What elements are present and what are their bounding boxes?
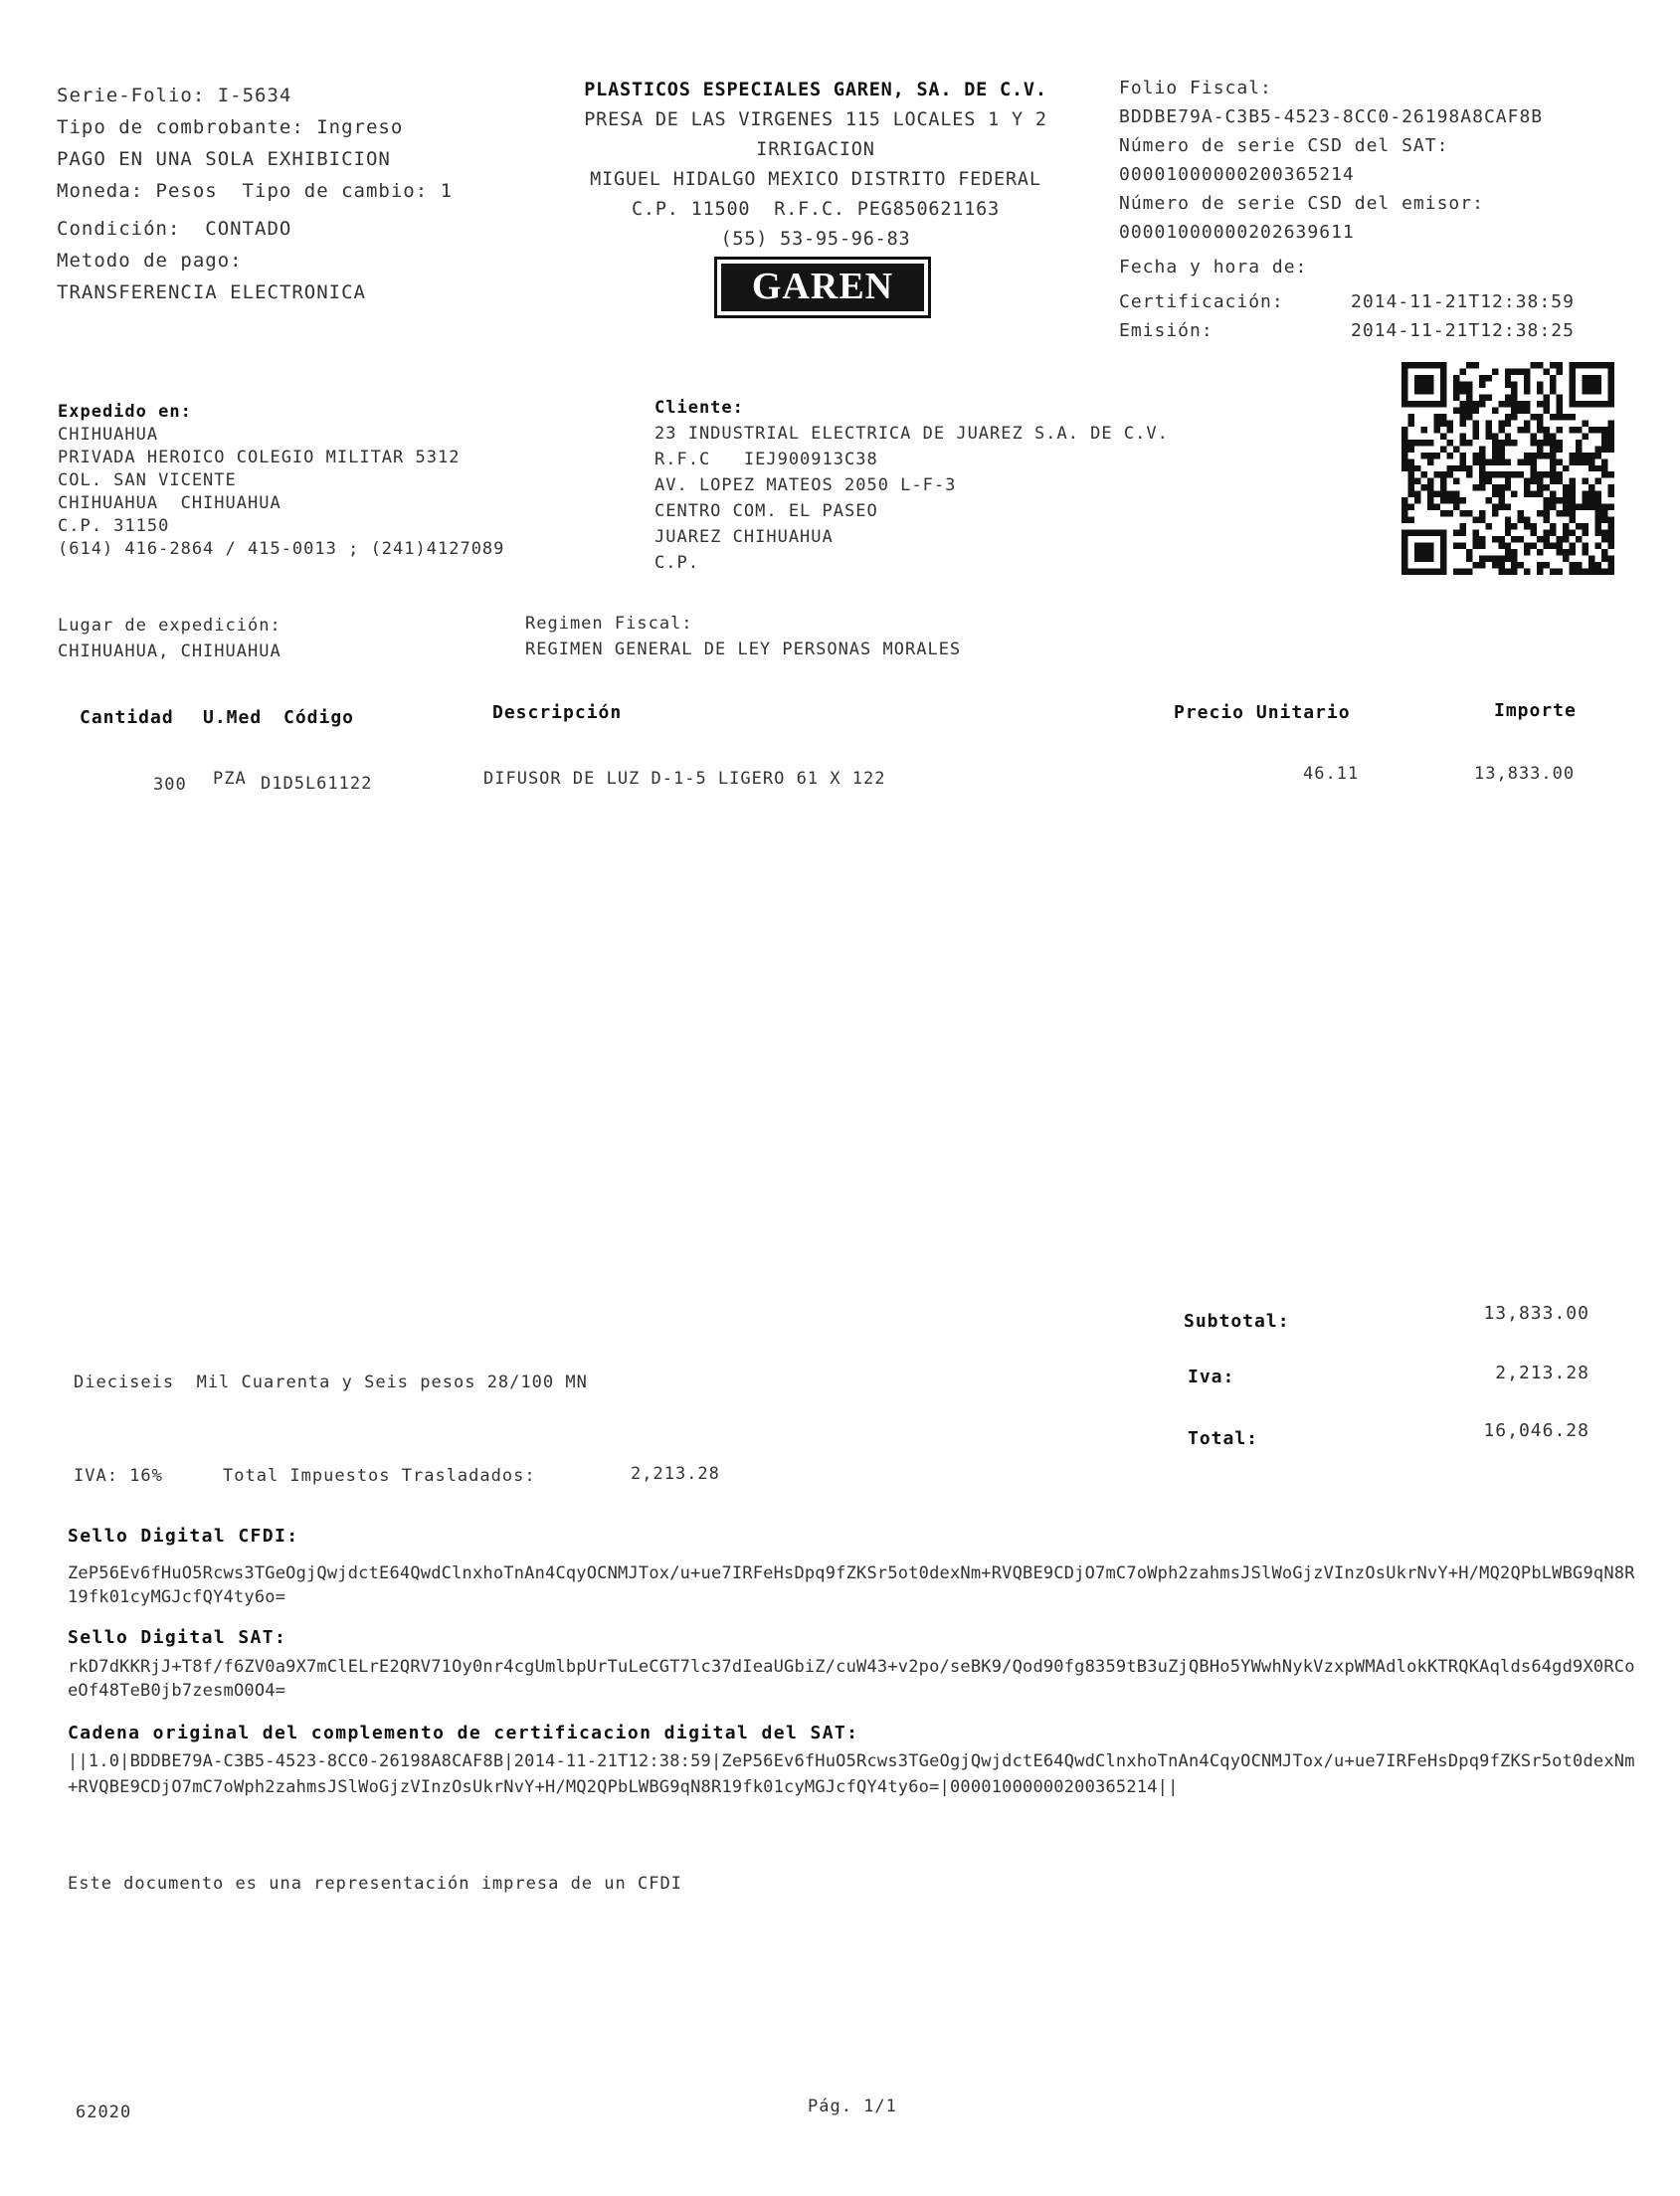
forma-pago: PAGO EN UNA SOLA EXHIBICION	[57, 148, 391, 170]
cliente-line: 23 INDUSTRIAL ELECTRICA DE JUAREZ S.A. DE C.V.	[654, 424, 1169, 444]
col-header-importe: Importe	[1494, 700, 1577, 721]
cliente-block	[654, 395, 1169, 576]
col-header-cantidad: Cantidad	[80, 707, 174, 728]
cadena-original-value: ||1.0|BDDBE79A-C3B5-4523-8CC0-26198A8CAF8B|2014-11-21T12:38:59|ZeP56Ev6fHuO5Rcws3TGeOgjQwjdctE64QwdClnxhoTnAn4CqyOCNMJTox/u+ue7IRFeHsDpq9fZKSr5ot0dexNm+RVQBE9CDjO7mC7oWph2zahmsJSlWoGjzVInzOsUkrNvY+H/MQ2QPbLWBG9qN8R19fk01cyMGJcfQY4ty6o=|00001000000200365214||	[68, 1751, 1635, 1797]
serie-folio: Serie-Folio: I-5634	[57, 85, 292, 106]
condicion-label: Condición:	[57, 218, 181, 240]
subtotal-label: Subtotal:	[1184, 1311, 1290, 1332]
logo-text: GAREN	[721, 264, 924, 311]
expedido-line: C.P. 31150	[58, 516, 170, 536]
company-logo	[714, 257, 931, 318]
cliente-line: AV. LOPEZ MATEOS 2050 L-F-3	[654, 475, 957, 495]
cadena-original-title: Cadena original del complemento de certificacion digital del SAT:	[68, 1723, 859, 1743]
expedido-line: (614) 416-2864 / 415-0013 ; (241)4127089	[58, 539, 505, 559]
sello-sat-title: Sello Digital SAT:	[68, 1627, 287, 1648]
cell-codigo: D1D5L61122	[261, 774, 373, 794]
col-header-precio: Precio Unitario	[1174, 702, 1351, 723]
lugar-label: Lugar de expedición:	[58, 616, 281, 636]
moneda: Moneda: Pesos Tipo de cambio: 1	[57, 180, 454, 202]
issuer-phone: (55) 53-95-96-83	[720, 229, 911, 250]
total-value: 16,046.28	[1483, 1420, 1589, 1441]
expedido-title: Expedido en:	[58, 402, 192, 422]
fecha-hora-label: Fecha y hora de:	[1119, 257, 1308, 277]
cliente-title: Cliente:	[654, 398, 744, 418]
expedido-line: COL. SAN VICENTE	[58, 470, 237, 490]
emision-row	[1119, 316, 1575, 345]
issuer-address-3: MIGUEL HIDALGO MEXICO DISTRITO FEDERAL	[590, 169, 1041, 190]
regimen-value: REGIMEN GENERAL DE LEY PERSONAS MORALES	[525, 640, 962, 659]
cliente-line: JUAREZ CHIHUAHUA	[654, 527, 834, 547]
page-number: Pág. 1/1	[808, 2097, 897, 2116]
issuer-address-1: PRESA DE LAS VIRGENES 115 LOCALES 1 Y 2	[584, 109, 1047, 130]
qr-code	[1401, 362, 1614, 575]
sello-cfdi-title: Sello Digital CFDI:	[68, 1526, 299, 1547]
cell-precio: 46.11	[1303, 764, 1360, 784]
iva-label: Iva:	[1188, 1367, 1235, 1387]
expedido-line: PRIVADA HEROICO COLEGIO MILITAR 5312	[58, 448, 461, 467]
emision-value: 2014-11-21T12:38:25	[1351, 320, 1575, 341]
issuer-name: PLASTICOS ESPECIALES GAREN, SA. DE C.V.	[584, 80, 1047, 100]
col-header-umed: U.Med	[203, 707, 263, 728]
metodo-pago-value: TRANSFERENCIA ELECTRONICA	[57, 281, 366, 303]
sello-sat-value: rkD7dKKRjJ+T8f/f6ZV0a9X7mClELrE2QRV71Oy0nr4cgUmlbpUrTuLeCGT7lc37dIeaUGbiZ/cuW43+v2po/seBK9/Qod90fg8359tB3uZjQBHo5YWwhNykVzxpWMAdlokKTRQKAqlds64gd9X0RCoeOf48TeB0jb7zesmO0O4=	[68, 1657, 1635, 1701]
impuestos-value: 2,213.28	[631, 1464, 720, 1484]
certificacion-label: Certificación:	[1119, 291, 1284, 312]
folio-fiscal-label: Folio Fiscal:	[1119, 78, 1272, 98]
metodo-pago-label: Metodo de pago:	[57, 250, 243, 272]
lugar-value: CHIHUAHUA, CHIHUAHUA	[58, 641, 281, 661]
col-header-descripcion: Descripción	[492, 702, 623, 723]
total-label: Total:	[1188, 1428, 1259, 1449]
cliente-line: R.F.C IEJ900913C38	[654, 450, 878, 469]
issuer-address-4: C.P. 11500 R.F.C. PEG850621163	[631, 199, 1001, 220]
cell-cantidad: 300	[153, 775, 187, 795]
document-header-left	[57, 80, 453, 308]
iva-rate: IVA: 16%	[74, 1466, 163, 1486]
document-number: 62020	[76, 2103, 132, 2122]
cell-umed: PZA	[213, 769, 247, 789]
emision-label: Emisión:	[1119, 320, 1213, 341]
csd-emisor-value: 00001000000202639611	[1119, 222, 1355, 243]
csd-sat-label: Número de serie CSD del SAT:	[1119, 135, 1449, 156]
impuestos-label: Total Impuestos Trasladados:	[223, 1466, 536, 1486]
regimen-fiscal	[525, 611, 961, 662]
csd-emisor-label: Número de serie CSD del emisor:	[1119, 193, 1484, 214]
fiscal-info	[1119, 74, 1575, 345]
regimen-label: Regimen Fiscal:	[525, 614, 693, 634]
subtotal-value: 13,833.00	[1483, 1303, 1589, 1324]
csd-sat-value: 00001000000200365214	[1119, 164, 1355, 185]
cell-descripcion: DIFUSOR DE LUZ D-1-5 LIGERO 61 X 122	[483, 769, 886, 789]
cell-importe: 13,833.00	[1474, 764, 1576, 784]
issuer-block	[557, 76, 1074, 255]
cliente-line: CENTRO COM. EL PASEO	[654, 501, 878, 521]
amount-in-words: Dieciseis Mil Cuarenta y Seis pesos 28/100 MN	[74, 1372, 588, 1392]
certificacion-row	[1119, 287, 1575, 316]
cliente-line: C.P.	[654, 553, 699, 573]
condicion	[57, 213, 453, 245]
col-header-codigo: Código	[283, 707, 355, 728]
sello-cfdi-value: ZeP56Ev6fHuO5Rcws3TGeOgjQwjdctE64QwdClnxhoTnAn4CqyOCNMJTox/u+ue7IRFeHsDpq9fZKSr5ot0dexNm+RVQBE9CDjO7mC7oWph2zahmsJSlWoGjzVInzOsUkrNvY+H/MQ2QPbLWBG9qN8R19fk01cyMGJcfQY4ty6o=	[68, 1563, 1635, 1607]
lugar-expedicion	[58, 613, 281, 664]
expedido-line: CHIHUAHUA CHIHUAHUA	[58, 493, 281, 513]
tipo-comprobante: Tipo de combrobante: Ingreso	[57, 116, 404, 138]
folio-fiscal-value: BDDBE79A-C3B5-4523-8CC0-26198A8CAF8B	[1119, 106, 1544, 127]
expedido-line: CHIHUAHUA	[58, 425, 159, 445]
expedido-block	[58, 401, 504, 561]
iva-value: 2,213.28	[1495, 1363, 1589, 1383]
issuer-address-2: IRRIGACION	[756, 139, 875, 160]
cfdi-note: Este documento es una representación impresa de un CFDI	[68, 1874, 682, 1894]
certificacion-value: 2014-11-21T12:38:59	[1351, 291, 1575, 312]
condicion-value: CONTADO	[205, 218, 292, 240]
